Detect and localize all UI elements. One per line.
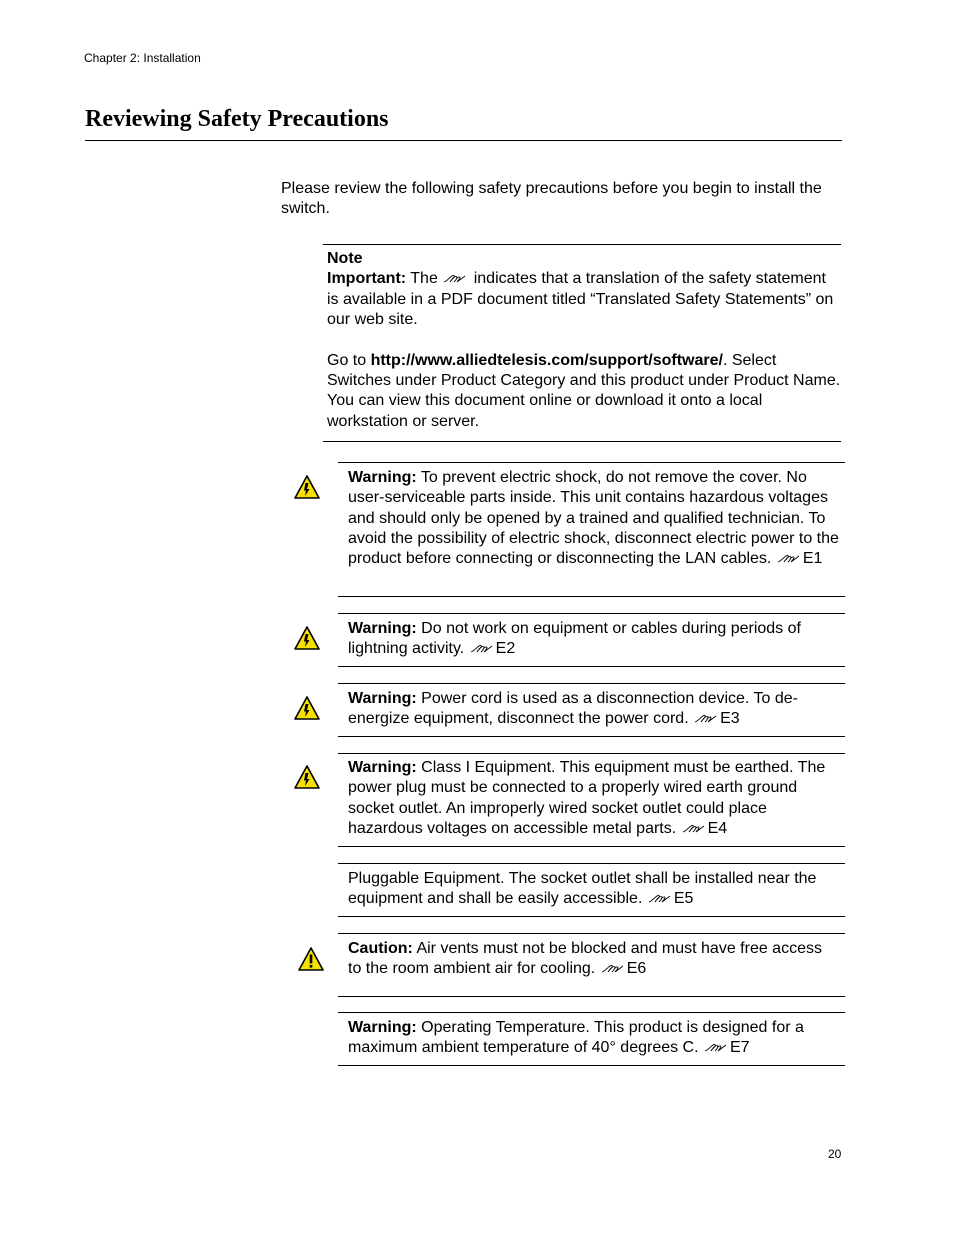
statement-label: Caution: [348,940,413,957]
intro-paragraph: Please review the following safety precautions before you begin to install the switch. [281,180,822,217]
page-number: 20 [828,1147,842,1161]
statement-label: Warning: [348,690,417,707]
important-label: Important: [327,270,407,288]
statement-code: E2 [495,640,516,658]
statement-text: To prevent electric shock, do not remove the cover. No user-serviceable parts inside. This unit contains hazardous voltages and should only be opened by a trained and qualified technician. To avoid the possibility of electric shock, disconnect electric power to the product before connecting or disconnecting the LAN cables. [348,469,839,568]
page-title: Reviewing Safety Precautions [85,106,389,132]
warning-statement-e4 [338,753,845,847]
statement-label: Warning: [348,759,417,776]
translation-hand-icon [648,892,672,904]
statement-label: Warning: [348,620,417,637]
caution-icon [297,946,325,972]
statement-code: E5 [673,890,694,908]
note-heading: Note [327,250,363,267]
statement-text: Operating Temperature. This product is designed for a maximum ambient temperature of 40° degrees C. [348,1019,804,1057]
translation-hand-icon [682,822,706,834]
statement-label: Warning: [348,1019,417,1036]
translation-hand-icon [443,272,467,284]
statement-code: E6 [626,960,647,978]
title-divider [85,140,842,141]
note-important [327,269,841,330]
translation-hand-icon [704,1041,728,1053]
important-text-post: indicates that a translation of the safety statement is available in a PDF document titled “Translated Safety Statements” on our web site. [327,270,834,329]
statement-text: Do not work on equipment or cables during periods of lightning activity. [348,620,801,658]
goto-text-pre: Go to [327,351,371,369]
support-url-link[interactable]: http://www.alliedtelesis.com/support/software/ [370,351,723,369]
statement-text: Power cord is used as a disconnection device. To de-energize equipment, disconnect the power cord. [348,690,798,728]
translation-hand-icon [601,962,625,974]
warning-statement-e3 [338,683,845,737]
warning-statement-e1 [338,462,845,597]
chapter-header: Chapter 2: Installation [84,51,201,65]
note-box [323,244,841,442]
statement-text: Class I Equipment. This equipment must be earthed. The power plug must be connected to a properly wired earth ground socket outlet. An improperly wired socket outlet could place hazardous voltages on accessible metal parts. [348,759,826,837]
warning-statement-e2 [338,613,845,667]
statement-label: Warning: [348,469,417,486]
pluggable-statement-e5 [338,863,845,917]
electric-warning-icon [293,625,321,651]
statement-code: E1 [802,550,823,568]
translation-hand-icon [694,712,718,724]
statement-code: E3 [720,710,740,728]
electric-warning-icon [293,764,321,790]
translation-hand-icon [777,552,801,564]
goto-text-post: . Select Switches under Product Category and this product under Product Name. You can view this document online or download it onto a local workstation or server. [327,351,841,430]
warning-statement-e7 [338,1012,845,1066]
statement-code: E7 [730,1039,750,1057]
statement-text: Pluggable Equipment. The socket outlet shall be installed near the equipment and shall be easily accessible. [348,870,817,908]
translation-hand-icon [470,642,494,654]
statement-text: Air vents must not be blocked and must have free access to the room ambient air for cooling. [348,940,822,978]
statement-code: E4 [707,819,728,837]
electric-warning-icon [293,474,321,500]
important-text-pre: The [406,270,443,288]
caution-statement-e6 [338,933,845,997]
electric-warning-icon [293,695,321,721]
note-goto [327,351,841,433]
